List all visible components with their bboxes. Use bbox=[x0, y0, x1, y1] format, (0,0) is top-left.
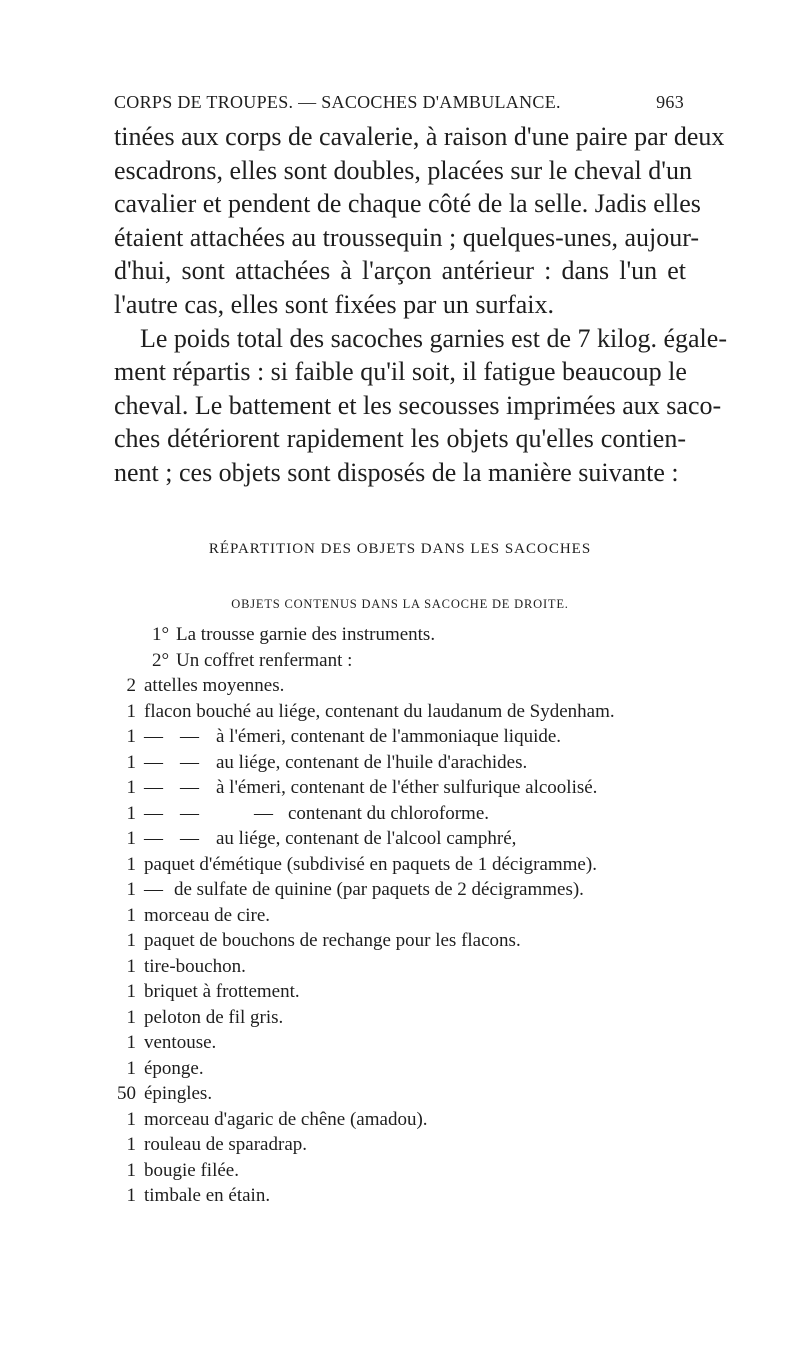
text-line: tinées aux corps de cavalerie, à raison d'une paire par deux bbox=[114, 122, 725, 151]
item-text: briquet à frottement. bbox=[144, 981, 300, 1002]
item-quantity: 1 bbox=[126, 879, 136, 900]
item-text: épingles. bbox=[144, 1083, 213, 1104]
table-title: RÉPARTITION DES OBJETS DANS LES SACOCHES bbox=[208, 541, 592, 557]
text-line: d'hui, sont attachées à l'arçon antérieur : dans l'un et bbox=[114, 256, 686, 286]
list-item bbox=[112, 1005, 712, 1031]
item-text: ventouse. bbox=[144, 1032, 217, 1053]
item-quantity: 1 bbox=[126, 981, 136, 1002]
page-number: 963 bbox=[656, 92, 684, 112]
text-line: ches détériorent rapidement les objets qu'elles contien- bbox=[114, 424, 686, 454]
ditto-mark: — bbox=[254, 802, 273, 824]
items-list bbox=[112, 622, 712, 1209]
item-quantity: 1 bbox=[126, 904, 136, 926]
item-number: 1° bbox=[152, 624, 170, 645]
list-item bbox=[112, 1158, 712, 1184]
text-line: Le poids total des sacoches garnies est de 7 kilog. égale- bbox=[140, 323, 727, 353]
item-text: La trousse garnie des instruments. bbox=[176, 624, 436, 645]
list-item bbox=[112, 1056, 712, 1082]
item-text: à l'émeri, contenant de l'éther sulfurique alcoolisé. bbox=[216, 777, 598, 798]
text-line: escadrons, elles sont doubles, placées sur le cheval d'un bbox=[114, 155, 692, 185]
ditto-mark: — bbox=[180, 777, 199, 798]
item-text: paquet de bouchons de rechange pour les flacons. bbox=[144, 930, 521, 951]
list-item bbox=[112, 928, 712, 954]
list-item bbox=[112, 1081, 712, 1107]
item-text: rouleau de sparadrap. bbox=[144, 1134, 308, 1155]
item-text: bougie filée. bbox=[144, 1159, 239, 1181]
table-subtitle: OBJETS CONTENUS DANS LA SACOCHE DE DROITE. bbox=[231, 597, 569, 611]
item-quantity: 1 bbox=[126, 1032, 136, 1053]
list-item bbox=[112, 903, 712, 929]
item-quantity: 1 bbox=[126, 1159, 136, 1181]
list-item bbox=[112, 877, 712, 903]
body-text bbox=[114, 120, 727, 490]
ditto-mark: — bbox=[180, 751, 199, 773]
list-item bbox=[112, 1107, 712, 1133]
list-item bbox=[112, 954, 712, 980]
item-quantity: 1 bbox=[126, 1057, 136, 1079]
text-line: étaient attachées au troussequin ; quelques-unes, aujour- bbox=[114, 222, 699, 252]
item-number: 2° bbox=[152, 649, 170, 671]
text-line: ment répartis : si faible qu'il soit, il fatigue beaucoup le bbox=[114, 357, 687, 387]
item-quantity: 1 bbox=[126, 1108, 136, 1130]
ditto-mark: — bbox=[144, 802, 163, 824]
item-text: contenant du chloroforme. bbox=[288, 802, 490, 824]
ditto-mark: — bbox=[144, 726, 163, 747]
list-item bbox=[112, 801, 712, 827]
item-text: peloton de fil gris. bbox=[144, 1006, 284, 1028]
item-text: au liége, contenant de l'huile d'arachides. bbox=[216, 751, 528, 773]
list-item bbox=[112, 1030, 712, 1056]
item-quantity: 1 bbox=[126, 828, 136, 849]
item-quantity: 1 bbox=[126, 853, 136, 875]
item-quantity: 50 bbox=[117, 1083, 136, 1104]
item-quantity: 1 bbox=[126, 700, 136, 722]
item-text: flacon bouché au liége, contenant du laudanum de Sydenham. bbox=[144, 700, 615, 722]
ditto-mark: — bbox=[180, 802, 199, 824]
numbered-item bbox=[112, 648, 712, 674]
list-item bbox=[112, 826, 712, 852]
item-quantity: 1 bbox=[126, 955, 136, 977]
list-item bbox=[112, 979, 712, 1005]
running-head-title: CORPS DE TROUPES. — SACOCHES D'AMBULANCE. bbox=[114, 92, 561, 112]
item-text: de sulfate de quinine (par paquets de 2 décigrammes). bbox=[174, 879, 584, 900]
item-text: morceau de cire. bbox=[144, 904, 271, 926]
list-item bbox=[112, 750, 712, 776]
paragraph-2 bbox=[114, 322, 727, 490]
list-item bbox=[112, 699, 712, 725]
ditto-mark: — bbox=[144, 879, 163, 900]
item-text: timbale en étain. bbox=[144, 1185, 271, 1206]
item-text: morceau d'agaric de chêne (amadou). bbox=[144, 1108, 428, 1130]
item-quantity: 1 bbox=[126, 1006, 136, 1028]
ditto-mark: — bbox=[180, 828, 199, 849]
list-item bbox=[112, 1183, 712, 1209]
ditto-mark: — bbox=[144, 777, 163, 798]
item-quantity: 1 bbox=[126, 930, 136, 951]
item-quantity: 1 bbox=[126, 1134, 136, 1155]
item-text: paquet d'émétique (subdivisé en paquets de 1 décigramme). bbox=[144, 853, 597, 875]
ditto-mark: — bbox=[144, 751, 163, 773]
item-quantity: 1 bbox=[126, 751, 136, 773]
item-quantity: 1 bbox=[126, 1185, 136, 1206]
item-text: Un coffret renfermant : bbox=[176, 649, 353, 671]
item-quantity: 1 bbox=[126, 777, 136, 798]
list-item bbox=[112, 724, 712, 750]
item-quantity: 2 bbox=[126, 675, 136, 696]
ditto-mark: — bbox=[180, 726, 199, 747]
text-line: cheval. Le battement et les secousses imprimées aux saco- bbox=[114, 390, 722, 420]
numbered-item bbox=[112, 622, 712, 648]
item-text: au liége, contenant de l'alcool camphré, bbox=[216, 828, 517, 849]
ditto-mark: — bbox=[144, 828, 163, 849]
list-item bbox=[112, 852, 712, 878]
list-item bbox=[112, 1132, 712, 1158]
text-line: nent ; ces objets sont disposés de la manière suivante : bbox=[114, 457, 679, 487]
item-text: éponge. bbox=[144, 1057, 204, 1079]
paragraph-1 bbox=[114, 120, 725, 322]
running-head bbox=[114, 92, 684, 114]
item-text: attelles moyennes. bbox=[144, 675, 285, 696]
text-line: l'autre cas, elles sont fixées par un surfaix. bbox=[114, 289, 555, 319]
text-line: cavalier et pendent de chaque côté de la selle. Jadis elles bbox=[114, 189, 701, 219]
item-text: tire-bouchon. bbox=[144, 955, 246, 977]
item-text: à l'émeri, contenant de l'ammoniaque liquide. bbox=[216, 726, 562, 747]
item-quantity: 1 bbox=[126, 802, 136, 824]
list-item bbox=[112, 673, 712, 699]
list-item bbox=[112, 775, 712, 801]
item-quantity: 1 bbox=[126, 726, 136, 747]
